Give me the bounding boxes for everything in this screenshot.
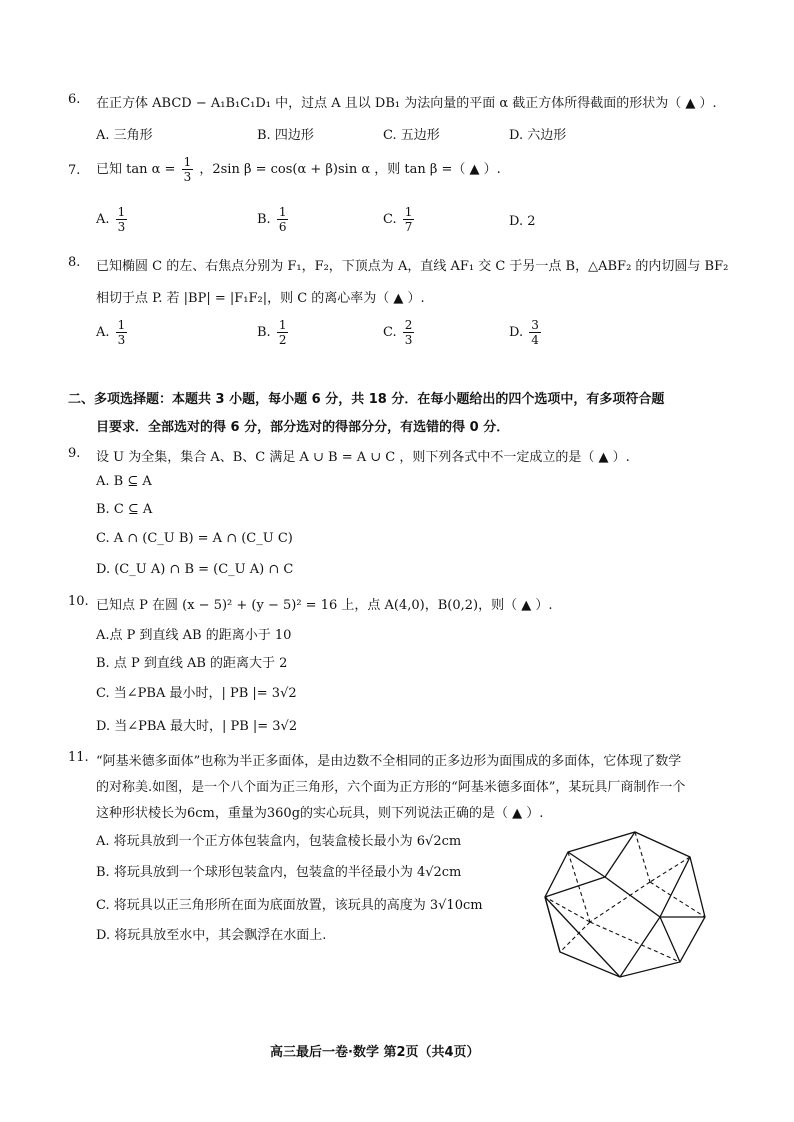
q7-number: 7. (68, 163, 81, 178)
q9-option-a: A. B ⊆ A (96, 474, 152, 489)
q10-option-a: A.点 P 到直线 AB 的距离小于 10 (96, 628, 292, 643)
q9-option-b: B. C ⊆ A (96, 502, 153, 517)
q10-text: 已知点 P 在圆 (x − 5)² + (y − 5)² = 16 上，点 A(4,0)，B(0,2)，则（ ▲ ）. (96, 598, 553, 613)
section2-heading-line2: 目要求．全部选对的得 6 分，部分选对的得部分分，有选错的得 0 分． (96, 420, 510, 435)
q8-option-a: A. $\frac{1}{3}$ (96, 318, 126, 347)
q11-option-a: A. 将玩具放到一个正方体包装盒内，包装盒棱长最小为 6√2cm (96, 834, 462, 849)
q6-option-b: B. 四边形 (257, 128, 314, 143)
q8-line1: 已知椭圆 C 的左、右焦点分别为 F₁，F₂，下顶点为 A，直线 AF₁ 交 C 于另一点 B，△ABF₂ 的内切圆与 BF₂ (96, 259, 729, 274)
q6-text: 在正方体 ABCD − A₁B₁C₁D₁ 中，过点 A 且以 DB₁ 为法向量的平面 α 截正方体所得截面的形状为（ ▲ ）. (96, 96, 717, 111)
q6-option-a: A. 三角形 (96, 128, 153, 143)
q7-option-d: D. 2 (509, 214, 536, 229)
q8-option-c: C. $\frac{2}{3}$ (383, 318, 413, 347)
q7-text-pre: 已知 tan α = (96, 162, 176, 177)
q11-option-c: C. 将玩具以正三角形所在面为底面放置，该玩具的高度为 3√10cm (96, 898, 483, 913)
q7-option-a: A. $\frac{1}{3}$ (96, 205, 126, 234)
q10-option-b: B. 点 P 到直线 AB 的距离大于 2 (96, 656, 288, 671)
q7-fraction (182, 155, 194, 184)
page-footer: 高三最后一卷·数学 第2页（共4页） (270, 1045, 480, 1060)
q6-option-c: C. 五边形 (383, 128, 440, 143)
q9-option-c: C. A ∩ (C_U B) = A ∩ (C_U C) (96, 531, 293, 546)
q7-option-b: B. $\frac{1}{6}$ (257, 205, 287, 234)
q11-line3: 这种形状棱长为6cm，重量为360g的实心玩具，则下列说法正确的是（ ▲ ）. (96, 806, 544, 821)
q9-number: 9. (68, 446, 81, 461)
q9-option-d: D. (C_U A) ∩ B = (C_U A) ∩ C (96, 562, 294, 577)
q8-number: 8. (68, 255, 81, 270)
q8-option-d: D. $\frac{3}{4}$ (509, 318, 539, 347)
q6-option-d: D. 六边形 (509, 128, 567, 143)
q11-line1: “阿基米德多面体”也称为半正多面体，是由边数不全相同的正多边形为面围成的多面体，它体现了数学 (96, 754, 682, 769)
q7-text-post: ，2sin β = cos(α + β)sin α ，则 tan β =（ ▲ ）. (199, 162, 501, 177)
q10-option-d: D. 当∠PBA 最大时，| PB |= 3√2 (96, 719, 298, 734)
section2-heading-line1: 二、多项选择题：本题共 3 小题，每小题 6 分，共 18 分．在每小题给出的四个选项中，有多项符合题 (68, 392, 665, 407)
q11-option-d: D. 将玩具放至水中，其会飘浮在水面上. (96, 928, 327, 943)
cuboctahedron-figure (540, 822, 710, 982)
q9-text: 设 U 为全集，集合 A、B、C 满足 A ∪ B = A ∪ C ，则下列各式中不一定成立的是（ ▲ ）. (96, 450, 630, 465)
q7-option-c: C. $\frac{1}{7}$ (383, 205, 413, 234)
q8-line2: 相切于点 P. 若 |BP| = |F₁F₂|，则 C 的离心率为（ ▲ ）. (96, 291, 425, 306)
q11-option-b: B. 将玩具放到一个球形包装盒内，包装盒的半径最小为 4√2cm (96, 865, 462, 880)
q7-text (96, 152, 501, 188)
q7-frac-num: 1 (183, 155, 192, 169)
q11-number: 11. (68, 750, 89, 765)
q6-number: 6. (68, 92, 81, 107)
q7-frac-den: 3 (183, 170, 192, 184)
q10-option-c: C. 当∠PBA 最小时，| PB |= 3√2 (96, 686, 297, 701)
q10-number: 10. (68, 594, 89, 609)
q11-line2: 的对称美.如图，是一个八个面为正三角形，六个面为正方形的“阿基米德多面体”，某玩具厂商制作一个 (96, 780, 686, 795)
q8-option-b: B. $\frac{1}{2}$ (257, 318, 287, 347)
